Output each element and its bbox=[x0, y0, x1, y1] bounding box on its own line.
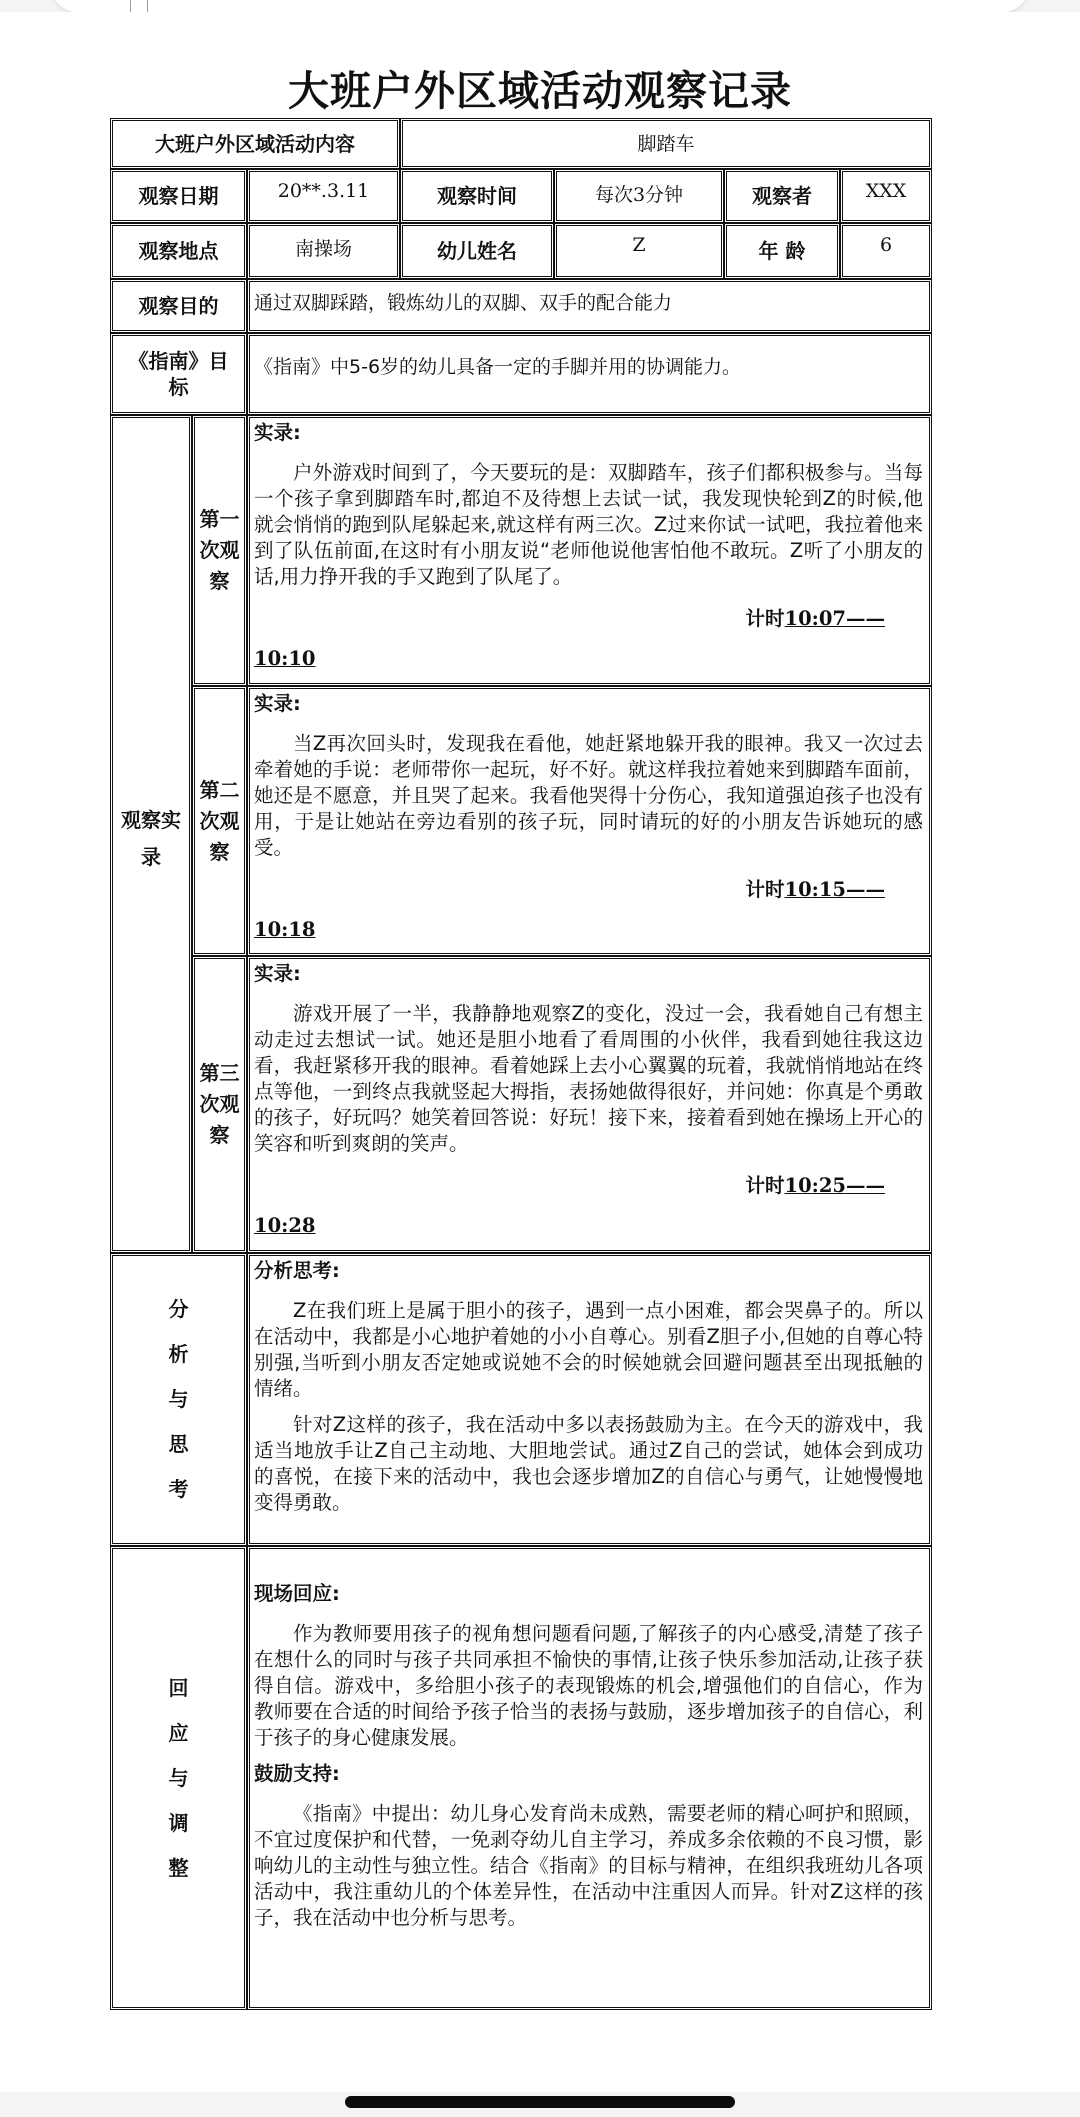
section-label-line: 观察实 bbox=[121, 807, 181, 832]
analysis-heading: 分析思考: bbox=[254, 1259, 340, 1282]
obs1-label-line: 察 bbox=[209, 569, 230, 593]
timer-label: 计时 bbox=[745, 878, 785, 901]
observation-3-timer bbox=[254, 1173, 885, 1199]
observation-2-label bbox=[192, 686, 247, 956]
analysis-paragraph: Z在我们班上是属于胆小的孩子，遇到一点小困难，都会哭鼻子的。所以在活动中，我都是小心地护着她的小小自尊心。别看Z胆子小,但她的自尊心特别强,当听到小朋友否定她或说她不会的时候她就会回避问题甚至出现抵触的情绪。 bbox=[254, 1299, 923, 1400]
observation-1-text: 户外游戏时间到了，今天要玩的是：双脚踏车，孩子们都积极参与。当每一个孩子拿到脚踏车时,都迫不及待想上去试一试，我发现快轮到Z的时候,他就会悄悄的跑到队尾躲起来,就这样有两三次。Z过来你试一试吧，我拉着他来到了队伍前面,在这时有小朋友说“老师他说他害怕他不敢玩。Z听了小朋友的话,用力挣开我的手又跑到了队尾了。 bbox=[254, 461, 923, 588]
analysis-label-char: 分 bbox=[168, 1297, 189, 1321]
analysis-label-char: 思 bbox=[168, 1432, 189, 1456]
place-label: 观察地点 bbox=[110, 223, 247, 279]
observation-1-label bbox=[192, 415, 247, 686]
observation-3-text: 游戏开展了一半，我静静地观察Z的变化，没过一会，我看她自己有想主动走过去想试一试。她还是胆小地看了看周围的小伙伴，我看到她往我这边看，我赶紧移开我的眼神。看着她踩上去小心翼翼的玩着，我就悄悄地站在终点等他，一到终点我就竖起大拇指，表扬她做得很好，并问她：你真是个勇敢的孩子，好玩吗？她笑着回答说：好玩！接下来，接着看到她在操场上开心的笑容和听到爽朗的笑声。 bbox=[254, 1002, 923, 1155]
date-value: 20**.3.11 bbox=[247, 169, 400, 223]
response-label-char: 回 bbox=[168, 1675, 189, 1700]
time-start: 10:15—— bbox=[784, 878, 885, 901]
activity-value: 脚踏车 bbox=[400, 118, 932, 169]
obs3-label-line: 次观 bbox=[199, 1092, 240, 1116]
timer-label: 计时 bbox=[745, 1174, 785, 1197]
observation-section-label bbox=[110, 415, 192, 1253]
record-label: 实录: bbox=[254, 692, 301, 715]
observation-3-label bbox=[192, 956, 247, 1253]
child-value: Z bbox=[554, 223, 724, 279]
top-app-bar bbox=[50, 0, 1030, 12]
response-heading-1: 现场回应: bbox=[254, 1582, 340, 1605]
obs2-label-line: 第二 bbox=[199, 777, 240, 802]
observer-label: 观察者 bbox=[724, 169, 840, 223]
obs1-label-line: 第一 bbox=[199, 507, 240, 531]
place-value: 南操场 bbox=[247, 223, 400, 279]
time-end: 10:28 bbox=[254, 1214, 316, 1237]
response-label-char: 与 bbox=[168, 1765, 189, 1790]
analysis-label-char: 析 bbox=[168, 1342, 189, 1366]
response-heading-2: 鼓励支持: bbox=[254, 1762, 340, 1785]
time-start: 10:25—— bbox=[784, 1174, 885, 1197]
home-indicator[interactable] bbox=[345, 2096, 735, 2108]
time-label: 观察时间 bbox=[400, 169, 554, 223]
observation-2-record bbox=[247, 686, 932, 956]
response-content bbox=[247, 1546, 932, 2010]
obs2-label-line: 察 bbox=[209, 839, 230, 864]
analysis-content bbox=[247, 1253, 932, 1546]
obs2-label-line: 次观 bbox=[199, 808, 240, 833]
analysis-label-char: 与 bbox=[168, 1387, 189, 1411]
analysis-paragraph: 针对Z这样的孩子，我在活动中多以表扬鼓励为主。在今天的游戏中，我适当地放手让Z自己主动地、大胆地尝试。通过Z自己的尝试，她体会到成功的喜悦，在接下来的活动中，我也会逐步增加Z的自信心与勇气，让她慢慢地变得勇敢。 bbox=[254, 1413, 923, 1514]
obs3-label-line: 第三 bbox=[199, 1061, 240, 1085]
record-label: 实录: bbox=[254, 962, 301, 985]
purpose-label: 观察目的 bbox=[110, 279, 247, 333]
analysis-label-char: 考 bbox=[168, 1477, 189, 1501]
response-label-char: 应 bbox=[168, 1720, 189, 1745]
response-label bbox=[110, 1546, 247, 2010]
timer-label: 计时 bbox=[745, 607, 785, 630]
purpose-value: 通过双脚踩踏，锻炼幼儿的双脚、双手的配合能力 bbox=[247, 279, 932, 333]
observation-2-timer bbox=[254, 877, 885, 903]
time-end: 10:18 bbox=[254, 918, 316, 941]
guide-value: 《指南》中5-6岁的幼儿具备一定的手脚并用的协调能力。 bbox=[247, 333, 932, 415]
age-value: 6 bbox=[840, 223, 932, 279]
obs3-label-line: 察 bbox=[209, 1123, 230, 1147]
observation-1-timer bbox=[254, 606, 885, 632]
response-label-char: 整 bbox=[168, 1855, 189, 1880]
time-start: 10:07—— bbox=[784, 607, 885, 630]
observation-3-record bbox=[247, 956, 932, 1253]
record-label: 实录: bbox=[254, 421, 301, 444]
time-value: 每次3分钟 bbox=[554, 169, 724, 223]
observation-1-record bbox=[247, 415, 932, 686]
response-label-char: 调 bbox=[168, 1810, 189, 1835]
obs1-label-line: 次观 bbox=[199, 538, 240, 562]
page-title: 大班户外区域活动观察记录 bbox=[288, 67, 792, 115]
activity-label: 大班户外区域活动内容 bbox=[110, 118, 400, 169]
section-label-line: 录 bbox=[141, 844, 161, 869]
observation-2-text: 当Z再次回头时，发现我在看他，她赶紧地躲开我的眼神。我又一次过去牵着她的手说：老师带你一起玩，好不好。就这样我拉着她来到脚踏车面前，她还是不愿意，并且哭了起来。我看他哭得十分伤心，我知道强迫孩子也没有用，于是让她站在旁边看别的孩子玩，同时请玩的好的小朋友告诉她玩的感受。 bbox=[254, 732, 923, 859]
age-label: 年 龄 bbox=[724, 223, 840, 279]
response-paragraph-2: 《指南》中提出：幼儿身心发育尚未成熟，需要老师的精心呵护和照顾，不宜过度保护和代替，一免剥夺幼儿自主学习，养成多余依赖的不良习惯，影响幼儿的主动性与独立性。结合《指南》的目标与精神，在组织我班幼儿各项活动中，我注重幼儿的个体差异性，在活动中注重因人而异。针对Z这样的孩子，我在活动中也分析与思考。 bbox=[254, 1802, 923, 1929]
observer-value: XXX bbox=[840, 169, 932, 223]
analysis-label bbox=[110, 1253, 247, 1546]
guide-label: 《指南》目标 bbox=[110, 333, 247, 415]
child-label: 幼儿姓名 bbox=[400, 223, 554, 279]
response-paragraph-1: 作为教师要用孩子的视角想问题看问题,了解孩子的内心感受,清楚了孩子在想什么的同时与孩子共同承担不愉快的事情,让孩子快乐参加活动,让孩子获得自信。游戏中，多给胆小孩子的表现锻炼的机会,增强他们的自信心，作为教师要在合适的时间给予孩子恰当的表扬与鼓励，逐步增加孩子的自信心，利于孩子的身心健康发展。 bbox=[254, 1622, 923, 1749]
date-label: 观察日期 bbox=[110, 169, 247, 223]
time-end: 10:10 bbox=[254, 647, 316, 670]
